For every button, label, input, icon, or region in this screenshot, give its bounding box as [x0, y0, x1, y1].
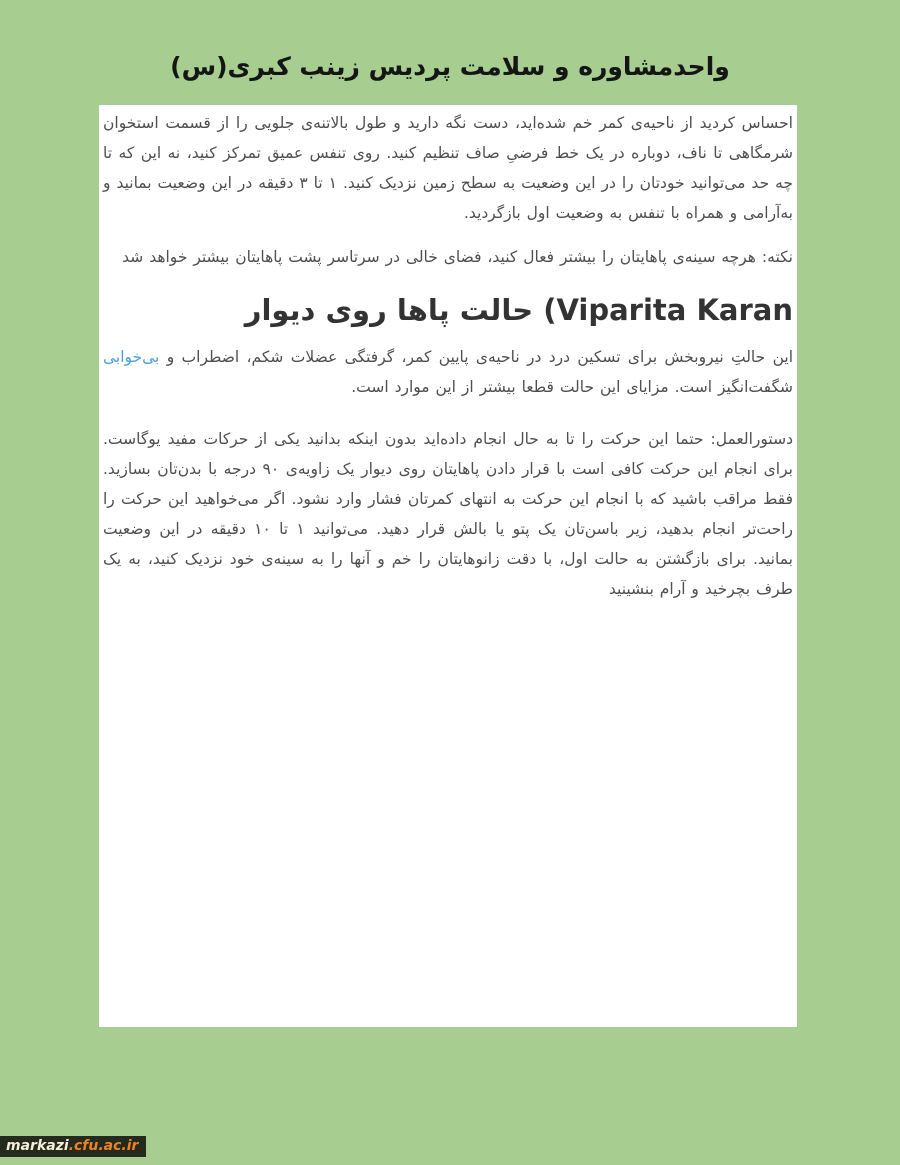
insomnia-link[interactable]: بی‌خوابی — [103, 348, 160, 366]
paragraph-instructions: دستورالعمل: حتما این حرکت را تا به حال انجام داده‌اید بدون اینکه بدانید یکی از حرکات مفید یوگاست. برای انجام این حرکت کافی است با قرار دادن پاهایتان روی دیوار یک زاویه‌ی ۹۰ درجه با بدن‌تان بسازید. فقط مراقب باشید که با انجام این حرکت به انتهای کمرتان فشار وارد نشود. اگر می‌خواهید این حرکت را راحت‌تر انجام بدهید، زیر باسن‌تان یک پتو یا بالش قرار دهید. می‌توانید ۱ تا ۱۰ دقیقه در این وضعیت بمانید. برای بازگشتن به حالت اول، با دقت زانوهایتان را خم و آنها را به سینه‌ی خود نزدیک کنید، به یک طرف بچرخید و آرام بنشینید — [103, 430, 793, 598]
watermark-site-name: markazi — [6, 1138, 69, 1154]
article-card — [99, 105, 797, 1027]
benefits-text-before-link: این حالتِ نیروبخش برای تسکین درد در ناحیه‌ی پایین کمر، گرفتگی عضلات شکم، اضطراب و — [159, 348, 793, 366]
page-title: واحدمشاوره و سلامت پردیس زینب کبری(س) — [170, 52, 730, 81]
paragraph-note: نکته: هرچه سینه‌ی پاهایتان را بیشتر فعال کنید، فضای خالی در سرتاسر پشت پاهایتان بیشتر خواهد شد — [122, 248, 793, 266]
paragraph-benefits — [103, 342, 793, 402]
watermark-badge — [0, 1136, 146, 1157]
pose-heading: Viparita Karan) حالت پاها روی دیوار — [244, 293, 793, 327]
benefits-text-after-link: شگفت‌انگیز است. مزایای این حالت قطعا بیشتر از این موارد است. — [351, 378, 793, 396]
paragraph-posture-alignment: احساس کردید از ناحیه‌ی کمر خم شده‌اید، دست نگه دارید و طول بالاتنه‌ی جلویی را از قسمت استخوان شرمگاهی تا ناف، دوباره در یک خط فرضیِ صاف تنظیم کنید. روی تنفس عمیق تمرکز کنید، نه این که تا چه حد می‌توانید خودتان را در این وضعیت به سطح زمین نزدیک کنید. ۱ تا ۳ دقیقه در این وضعیت بمانید و به‌آرامی و همراه با تنفس به وضعیت اول بازگردید. — [103, 114, 794, 222]
watermark-site-domain: .cfu.ac.ir — [68, 1138, 139, 1154]
